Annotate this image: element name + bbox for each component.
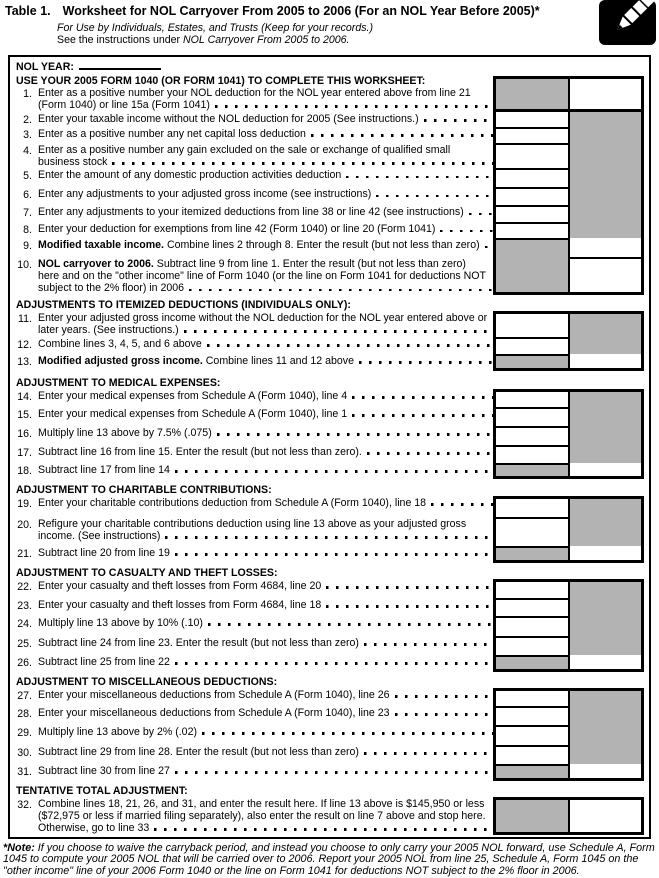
- worksheet-sections: [14, 76, 644, 835]
- line-4-entry-cell-col1[interactable]: [493, 143, 568, 169]
- section-header: ADJUSTMENT TO MEDICAL EXPENSES:: [16, 377, 221, 390]
- dot-leader: [215, 105, 493, 108]
- line-text: [32, 222, 493, 238]
- section-header: TENTATIVE TOTAL ADJUSTMENT:: [16, 785, 188, 798]
- line-text-body: Combine lines 3, 4, 5, and 6 above: [38, 338, 202, 351]
- subtitle-use-by: For Use by Individuals, Estates, and Trusts (Keep for your records.): [57, 22, 373, 34]
- line-number: 18.: [17, 465, 32, 478]
- worksheet-section: [14, 688, 644, 781]
- line-31-shaded-cell-col1: [493, 764, 568, 781]
- page-header: [0, 0, 659, 55]
- line-text: [32, 445, 493, 463]
- line-26-entry-cell-col2[interactable]: [568, 655, 644, 672]
- dot-leader: [112, 162, 493, 165]
- line-text: [32, 616, 493, 636]
- line-text-body: Multiply line 13 above by 7.5% (.075): [38, 427, 212, 440]
- line-text: [32, 636, 493, 655]
- line-15-shaded-cell-col2: [568, 407, 644, 426]
- line-text-body: Enter any adjustments to your adjusted gross income (see instructions): [38, 188, 372, 201]
- line-number: 16.: [17, 428, 32, 441]
- worksheet-section: [14, 311, 644, 371]
- line-31-entry-cell-col2[interactable]: [568, 764, 644, 781]
- line-11-entry-cell-col1[interactable]: [493, 311, 568, 337]
- line-text-body: Enter your casualty and theft losses from Form 4684, line 18: [38, 599, 322, 612]
- line-number: 30.: [17, 747, 32, 760]
- worksheet-section: [14, 797, 644, 835]
- line-4-shaded-cell-col2: [568, 143, 644, 169]
- dot-leader: [175, 771, 493, 774]
- section-header: ADJUSTMENT TO CASUALTY AND THEFT LOSSES:: [16, 567, 278, 580]
- line-18-shaded-cell-col1: [493, 463, 568, 479]
- line-22-entry-cell-col1[interactable]: [493, 579, 568, 598]
- line-3-shaded-cell-col2: [568, 127, 644, 143]
- subtitle-instructions: See the instructions under NOL Carryover From 2005 to 2006.: [57, 34, 350, 46]
- dot-leader: [154, 828, 493, 831]
- section-header: ADJUSTMENT TO MISCELLANEOUS DEDUCTIONS:: [16, 676, 278, 689]
- line-number: 11.: [18, 313, 32, 326]
- line-18-entry-cell-col2[interactable]: [568, 463, 644, 479]
- line-6-entry-cell-col1[interactable]: [493, 187, 568, 205]
- line-text: [32, 187, 493, 205]
- line-text-bold: NOL carryover to 2006.: [38, 258, 154, 271]
- line-text-bold: Modified adjusted gross income.: [38, 355, 203, 368]
- line-text-body: Enter your charitable contributions deduction from Schedule A (Form 1040), line 18: [38, 497, 427, 510]
- line-number: 19.: [17, 498, 32, 511]
- line-number: 32.: [17, 799, 32, 812]
- line-text-body: Enter your deduction for exemptions from line 42 (Form 1040) or line 20 (Form 1041): [38, 223, 436, 236]
- line-text: [32, 311, 493, 337]
- dot-leader: [217, 433, 493, 436]
- line-23-shaded-cell-col2: [568, 598, 644, 616]
- line-text-body: Subtract line 16 from line 15. Enter the result (but not less than zero).: [38, 446, 362, 459]
- line-text-bold: Modified taxable income.: [38, 239, 164, 252]
- line-9-entry-cell-col2[interactable]: [568, 238, 644, 257]
- line-text-body: Enter your miscellaneous deductions from Schedule A (Form 1040), line 26: [38, 689, 390, 702]
- nol-year-input[interactable]: [79, 60, 161, 70]
- line-17-shaded-cell-col2: [568, 445, 644, 463]
- dot-leader: [485, 246, 493, 249]
- line-number: 28.: [17, 708, 32, 721]
- dot-leader: [175, 662, 493, 665]
- line-number: 3.: [23, 128, 32, 141]
- line-24-shaded-cell-col2: [568, 616, 644, 636]
- line-2-shaded-cell-col2: [568, 112, 644, 127]
- worksheet-section: [14, 579, 644, 672]
- line-number: 22.: [17, 581, 32, 594]
- line-text: [32, 688, 493, 706]
- line-12-shaded-cell-col2: [568, 337, 644, 354]
- line-text: [32, 407, 493, 426]
- line-28-entry-cell-col1[interactable]: [493, 706, 568, 725]
- line-number: 21.: [17, 548, 32, 561]
- line-text-body: Enter any adjustments to your itemized deductions from line 38 or line 42 (see instructions): [38, 206, 464, 219]
- worksheet-section: [14, 496, 644, 563]
- line-number: 25.: [17, 638, 32, 651]
- line-text: [32, 337, 493, 354]
- dot-leader: [352, 396, 493, 399]
- line-number: 7.: [23, 207, 32, 220]
- table-label: Table 1.: [5, 4, 51, 18]
- dot-leader: [364, 643, 493, 646]
- line-text: [32, 764, 493, 781]
- line-7-shaded-cell-col2: [568, 205, 644, 222]
- line-text-body: Enter as a positive number any net capital loss deduction: [38, 127, 306, 140]
- line-text: [32, 143, 493, 169]
- line-number: 9.: [23, 240, 32, 253]
- line-number: 2.: [23, 113, 32, 126]
- pencil-icon: [599, 0, 656, 45]
- line-13-shaded-cell-col1: [493, 354, 568, 371]
- line-text-body: Enter your medical expenses from Schedule A (Form 1040), line 1: [38, 408, 348, 421]
- line-text: [32, 517, 493, 546]
- line-text: [32, 725, 493, 745]
- footnote: [3, 843, 655, 878]
- line-8-entry-cell-col1[interactable]: [493, 222, 568, 238]
- line-text-body: Enter your miscellaneous deductions from Schedule A (Form 1040), line 23: [38, 707, 390, 720]
- line-9-shaded-cell-col1: [493, 238, 568, 257]
- dot-leader: [326, 586, 493, 589]
- dot-leader: [440, 230, 493, 233]
- dot-leader: [175, 553, 493, 556]
- line-text: [32, 579, 493, 598]
- line-number: 23.: [17, 600, 32, 613]
- dot-leader: [352, 414, 493, 417]
- line-text-body: Enter your taxable income without the NOL deduction for 2005 (See instructions.): [38, 112, 419, 125]
- line-number: 5.: [23, 170, 32, 183]
- dot-leader: [208, 623, 493, 626]
- line-number: 26.: [17, 657, 32, 670]
- line-text: [32, 168, 493, 187]
- line-16-shaded-cell-col2: [568, 426, 644, 445]
- line-5-shaded-cell-col2: [568, 168, 644, 187]
- line-1-entry-cell-col2[interactable]: [568, 76, 644, 112]
- section-header: USE YOUR 2005 FORM 1040 (OR FORM 1041) TO COMPLETE THIS WORKSHEET:: [16, 75, 426, 87]
- dot-leader: [189, 289, 493, 292]
- section-header: ADJUSTMENT TO CHARITABLE CONTRIBUTIONS:: [16, 484, 272, 497]
- line-16-entry-cell-col1[interactable]: [493, 426, 568, 445]
- dot-leader: [175, 470, 493, 473]
- line-text-body: Subtract line 24 from line 23. Enter the result (but not less than zero): [38, 637, 359, 650]
- line-25-shaded-cell-col2: [568, 636, 644, 655]
- line-19-entry-cell-col1[interactable]: [493, 496, 568, 517]
- line-text: [32, 112, 493, 127]
- nol-year-label: NOL YEAR:: [16, 61, 74, 73]
- line-12-entry-cell-col1[interactable]: [493, 337, 568, 354]
- line-29-entry-cell-col1[interactable]: [493, 725, 568, 745]
- line-17-entry-cell-col1[interactable]: [493, 445, 568, 463]
- dot-leader: [359, 361, 493, 364]
- line-3-entry-cell-col1[interactable]: [493, 127, 568, 143]
- line-text: [32, 463, 493, 479]
- line-text-body: Combine lines 2 through 8. Enter the result (but not less than zero): [166, 239, 480, 252]
- line-number: 8.: [23, 224, 32, 237]
- dot-leader: [367, 452, 493, 455]
- line-number: 14.: [17, 391, 32, 404]
- line-text: [32, 354, 493, 371]
- dot-leader: [165, 536, 493, 539]
- line-number: 6.: [23, 189, 32, 202]
- line-number: 12.: [17, 339, 32, 352]
- line-26-shaded-cell-col1: [493, 655, 568, 672]
- line-number: 10.: [17, 259, 32, 272]
- line-10-entry-cell-col2[interactable]: [568, 257, 644, 295]
- line-number: 20.: [17, 519, 32, 532]
- line-21-entry-cell-col2[interactable]: [568, 546, 644, 563]
- line-text: [32, 745, 493, 764]
- page-title: [5, 4, 540, 18]
- line-text: [32, 238, 493, 257]
- line-text-body: Enter as a positive number your NOL deduction for the NOL year entered above from line 21 (Form 1040) or line 15a (Form 1041): [38, 87, 471, 111]
- line-text: [32, 86, 493, 112]
- line-text-body: Multiply line 13 above by 10% (.10): [38, 617, 203, 630]
- line-text: [32, 127, 493, 143]
- line-text-body: Subtract line 17 from line 14: [38, 464, 170, 477]
- line-number: 27.: [17, 690, 32, 703]
- worksheet-box: [8, 55, 651, 839]
- dot-leader: [395, 695, 493, 698]
- line-20-shaded-cell-col2: [568, 517, 644, 546]
- line-text-body: Enter your medical expenses from Schedule A (Form 1040), line 4: [38, 390, 348, 403]
- line-text: [32, 598, 493, 616]
- line-text: [32, 706, 493, 725]
- section-header: ADJUSTMENTS TO ITEMIZED DEDUCTIONS (INDIVIDUALS ONLY):: [16, 299, 351, 312]
- line-8-shaded-cell-col2: [568, 222, 644, 238]
- dot-leader: [364, 752, 493, 755]
- line-number: 15.: [17, 409, 32, 422]
- dot-leader: [431, 503, 493, 506]
- dot-leader: [469, 213, 493, 216]
- line-32-entry-cell-col2[interactable]: [568, 797, 644, 835]
- line-number: 13.: [17, 356, 32, 369]
- line-text: [32, 389, 493, 407]
- line-text-body: Multiply line 13 above by 2% (.02): [38, 726, 197, 739]
- dot-leader: [184, 330, 493, 333]
- line-text: [32, 655, 493, 672]
- line-27-shaded-cell-col2: [568, 688, 644, 706]
- dot-leader: [311, 134, 493, 137]
- line-22-shaded-cell-col2: [568, 579, 644, 598]
- line-text: [32, 797, 493, 835]
- line-11-shaded-cell-col2: [568, 311, 644, 337]
- line-14-shaded-cell-col2: [568, 389, 644, 407]
- worksheet-section: [14, 76, 644, 295]
- line-text-body: Enter your adjusted gross income without the NOL deduction for the NOL year entered above or later years. (See instructions.): [38, 312, 488, 336]
- line-text-body: Refigure your charitable contributions deduction using line 13 above as your adjusted gross income. (See instructions): [38, 518, 467, 542]
- line-10-shaded-cell-col1: [493, 257, 568, 295]
- line-2-entry-cell-col1[interactable]: [493, 112, 568, 127]
- line-28-shaded-cell-col2: [568, 706, 644, 725]
- line-text-body: Subtract line 29 from line 28. Enter the result (but not less than zero): [38, 746, 359, 759]
- line-text-body: Subtract line 9 from line 1. Enter the result (but not less than zero) here and on the "other income" line of Form 1040 (or the line on Form 1041 for deductions NOT subject to the 2% floor) in 2006: [38, 258, 486, 295]
- line-27-entry-cell-col1[interactable]: [493, 688, 568, 706]
- line-13-entry-cell-col2[interactable]: [568, 354, 644, 371]
- line-number: 1.: [23, 88, 32, 100]
- footnote-label: *Note:: [3, 841, 35, 854]
- line-32-shaded-cell-col1: [493, 797, 568, 835]
- line-text-body: Combine lines 11 and 12 above: [205, 355, 355, 368]
- footnote-text: If you choose to waive the carryback period, and instead you choose to only carry your 2005 NOL forward, use Schedule A, Form 1045 to compute your 2005 NOL that will be carried over to 2006. Report your 2005 NOL from line 25, Schedule A, Form 1045 on the "other income" line of your 2006 Form 1040 or the line on Form 1041 for deductions NOT subject to the 2% floor in 2006.: [3, 841, 655, 878]
- line-text-body: Subtract line 25 from line 22: [38, 656, 170, 669]
- line-text: [32, 257, 493, 295]
- line-30-entry-cell-col1[interactable]: [493, 745, 568, 764]
- line-number: 29.: [17, 727, 32, 740]
- line-5-entry-cell-col1[interactable]: [493, 168, 568, 187]
- dot-leader: [376, 195, 493, 198]
- line-15-entry-cell-col1[interactable]: [493, 407, 568, 426]
- line-19-shaded-cell-col2: [568, 496, 644, 517]
- line-text-body: Enter as a positive number any gain excluded on the sale or exchange of qualified small business stock: [38, 143, 451, 168]
- line-text-body: Subtract line 30 from line 27: [38, 765, 170, 778]
- line-1-shaded-cell-col1: [493, 76, 568, 112]
- line-text: [32, 205, 493, 222]
- line-text: [32, 426, 493, 445]
- dot-leader: [207, 344, 493, 347]
- line-6-shaded-cell-col2: [568, 187, 644, 205]
- line-number: 24.: [17, 618, 32, 631]
- line-number: 17.: [17, 447, 32, 460]
- line-29-shaded-cell-col2: [568, 725, 644, 745]
- line-text: [32, 546, 493, 563]
- line-text-body: Enter the amount of any domestic production activities deduction: [38, 169, 342, 182]
- line-24-entry-cell-col1[interactable]: [493, 616, 568, 636]
- line-text-body: Subtract line 20 from line 19: [38, 547, 170, 560]
- dot-leader: [395, 713, 493, 716]
- line-25-entry-cell-col1[interactable]: [493, 636, 568, 655]
- line-20-entry-cell-col1[interactable]: [493, 517, 568, 546]
- line-text-body: Enter your casualty and theft losses from Form 4684, line 20: [38, 580, 322, 593]
- line-30-shaded-cell-col2: [568, 745, 644, 764]
- worksheet-section: [14, 389, 644, 479]
- dot-leader: [326, 605, 493, 608]
- worksheet-title: Worksheet for NOL Carryover From 2005 to 2006 (For an NOL Year Before 2005)*: [62, 4, 540, 18]
- dot-leader: [202, 732, 493, 735]
- line-text: [32, 496, 493, 517]
- dot-leader: [424, 119, 493, 122]
- line-text-body: Combine lines 18, 21, 26, and 31, and enter the result here. If line 13 above is $145,950 or less ($72,975 or less if married filing separately), also enter the result on line 7 above and stop here. Otherwise, go to line 33: [38, 798, 486, 834]
- line-number: 4.: [23, 144, 32, 157]
- line-number: 31.: [17, 766, 32, 779]
- line-23-entry-cell-col1[interactable]: [493, 598, 568, 616]
- line-7-entry-cell-col1[interactable]: [493, 205, 568, 222]
- dot-leader: [346, 176, 493, 179]
- line-21-shaded-cell-col1: [493, 546, 568, 563]
- nol-year-row: [14, 60, 644, 76]
- line-14-entry-cell-col1[interactable]: [493, 389, 568, 407]
